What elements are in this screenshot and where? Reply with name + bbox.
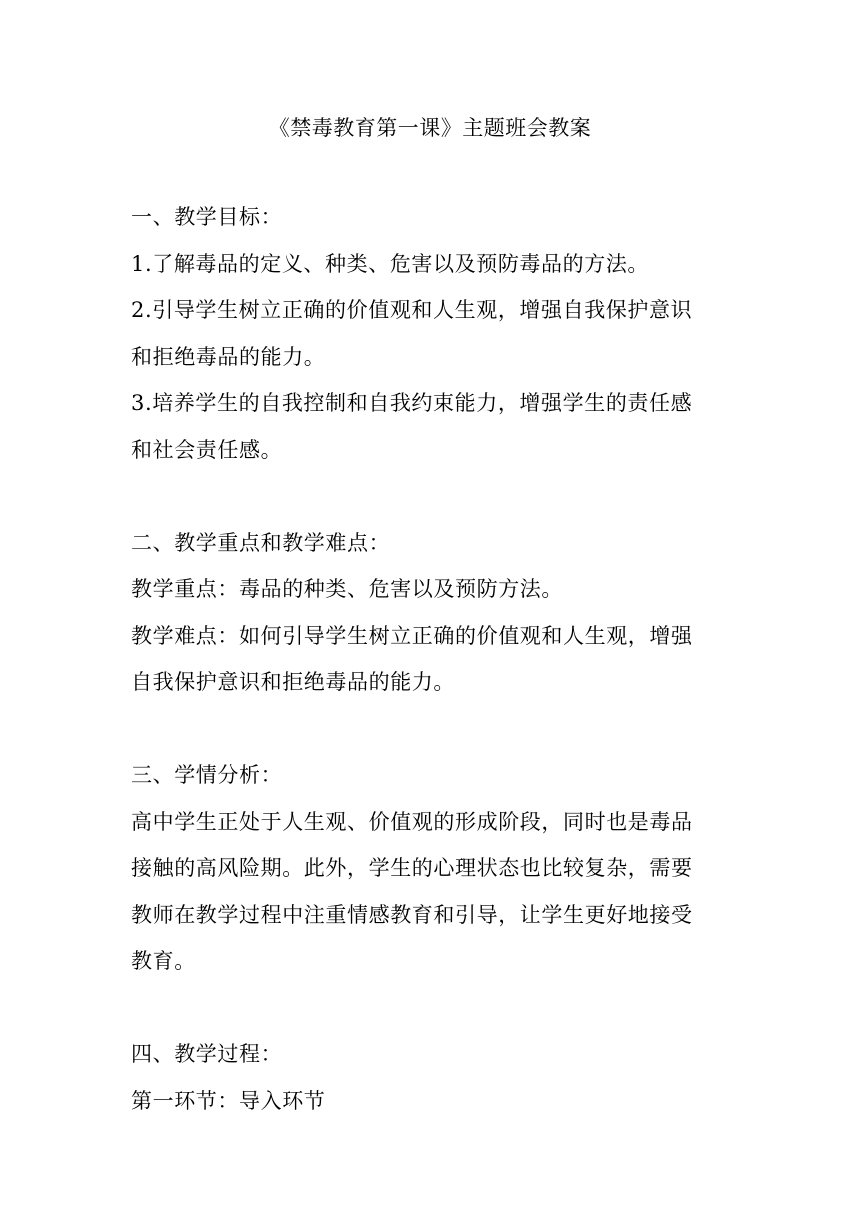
paragraph-line: 和社会责任感。: [131, 437, 283, 462]
blank-line: [131, 706, 731, 753]
paragraph-line: 1.了解毒品的定义、种类、危害以及预防毒品的方法。: [131, 251, 650, 276]
document-title: 《禁毒教育第一课》主题班会教案: [268, 116, 592, 140]
paragraph-line: 和拒绝毒品的能力。: [131, 344, 326, 369]
paragraph-line: 接触的高风险期。此外，学生的心理状态也比较复杂，需要: [131, 856, 693, 880]
paragraph-line: 3.培养学生的自我控制和自我约束能力，增强学生的责任感: [131, 391, 693, 415]
paragraph-line: 第一环节：导入环节: [131, 1088, 326, 1113]
paragraph-line: 2.引导学生树立正确的价值观和人生观，增强自我保护意识: [131, 298, 693, 322]
section-heading: 一、教学目标：: [131, 205, 283, 229]
section-heading: 三、学情分析：: [131, 763, 283, 787]
document-body: [131, 194, 731, 1124]
paragraph-line: 教学难点：如何引导学生树立正确的价值观和人生观，增强: [131, 623, 693, 648]
section-heading: 二、教学重点和教学难点：: [131, 530, 391, 555]
blank-line: [131, 473, 731, 520]
paragraph-line: 教学重点：毒品的种类、危害以及预防方法。: [131, 577, 563, 601]
section-heading: 四、教学过程：: [131, 1042, 283, 1066]
paragraph-line: 高中学生正处于人生观、价值观的形成阶段，同时也是毒品: [131, 809, 693, 834]
paragraph-line: 教师在教学过程中注重情感教育和引导，让学生更好地接受: [131, 902, 693, 927]
paragraph-line: 教育。: [131, 949, 196, 973]
paragraph-line: 自我保护意识和拒绝毒品的能力。: [131, 670, 455, 694]
blank-line: [131, 985, 731, 1032]
